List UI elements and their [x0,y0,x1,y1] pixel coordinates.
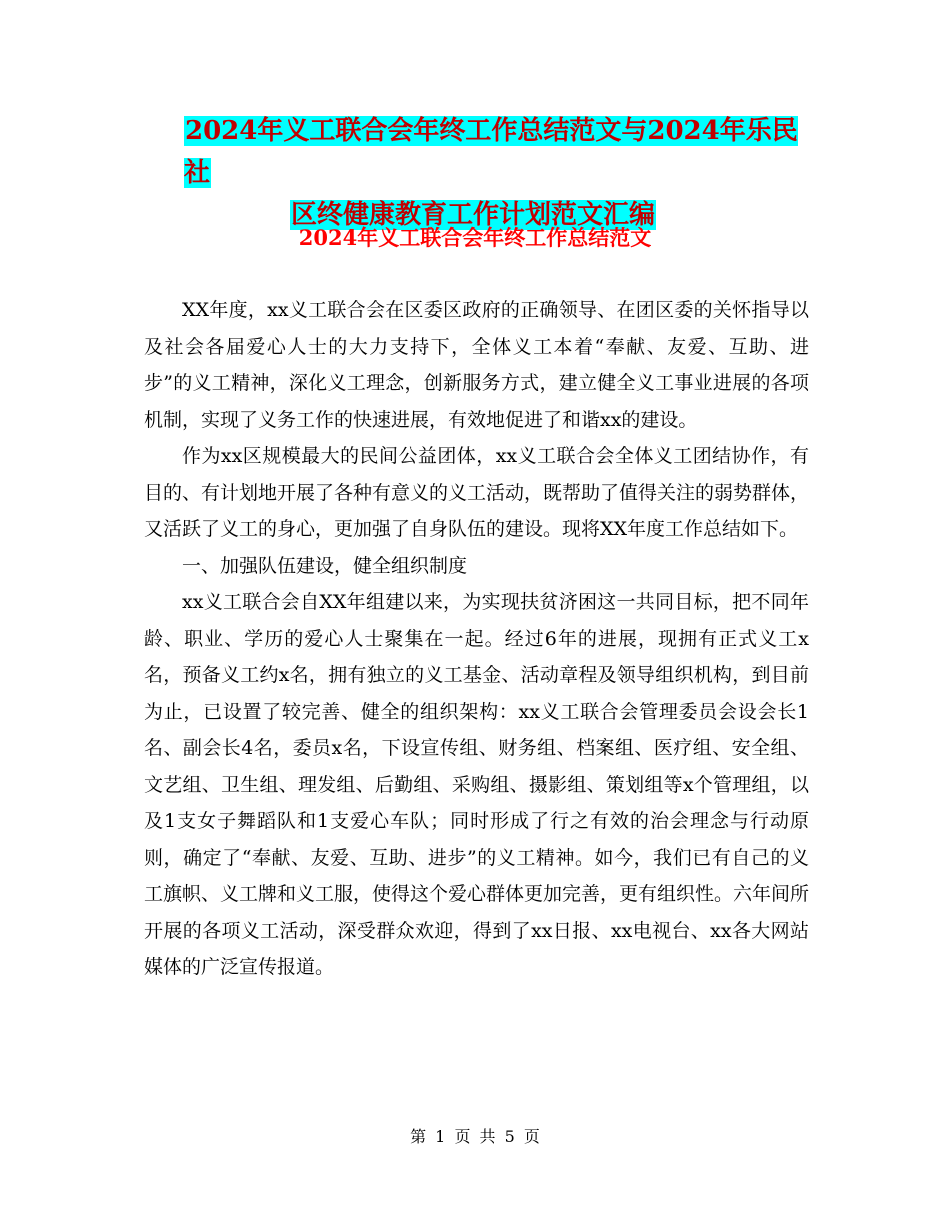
section-heading: 一、加强队伍建设，健全组织制度 [182,554,468,577]
page-footer: 第 1 页 共 5 页 [410,1127,540,1146]
paragraph: 作为xx区规模最大的民间公益团体，xx义工联合会全体义工团结协作，有目的、有计划地开展了各种有意义的义工活动，既帮助了值得关注的弱势群体，又活跃了义工的身心，更加强了自身队伍的建设。现将XX年度工作总结如下。 [144,445,810,540]
section-title: 2024年义工联合会年终工作总结范文 [298,225,652,250]
document-title [184,110,814,236]
document-body [144,292,809,986]
document-title-line-1: 2024年义工联合会年终工作总结范文与2024年乐民社 [184,116,798,188]
paragraph: xx义工联合会自XX年组建以来，为实现扶贫济困这一共同目标，把不同年龄、职业、学历的爱心人士聚集在一起。经过6年的进展，现拥有正式义工x名，预备义工约x名，拥有独立的义工基金、活动章程及领导组织机构，到目前为止，已设置了较完善、健全的组织架构：xx义工联合会管理委员会设会长1名、副会长4名，委员x名，下设宣传组、财务组、档案组、医疗组、安全组、文艺组、卫生组、理发组、后勤组、采购组、摄影组、策划组等x个管理组，以及1支女子舞蹈队和1支爱心车队；同时形成了行之有效的治会理念与行动原则，确定了“奉献、友爱、互助、进步”的义工精神。如今，我们已有自己的义工旗帜、义工牌和义工服，使得这个爱心群体更加完善，更有组织性。六年间所开展的各项义工活动，深受群众欢迎，得到了xx日报、xx电视台、xx各大网站媒体的广泛宣传报道。 [144,591,810,978]
document-title-line-2: 区终健康教育工作计划范文汇编 [291,200,656,230]
paragraph: XX年度，xx义工联合会在区委区政府的正确领导、在团区委的关怀指导以及社会各届爱心人士的大力支持下，全体义工本着“奉献、友爱、互助、进步”的义工精神，深化义工理念，创新服务方式，建立健全义工事业进展的各项机制，实现了义务工作的快速进展，有效地促进了和谐xx的建设。 [144,299,809,431]
